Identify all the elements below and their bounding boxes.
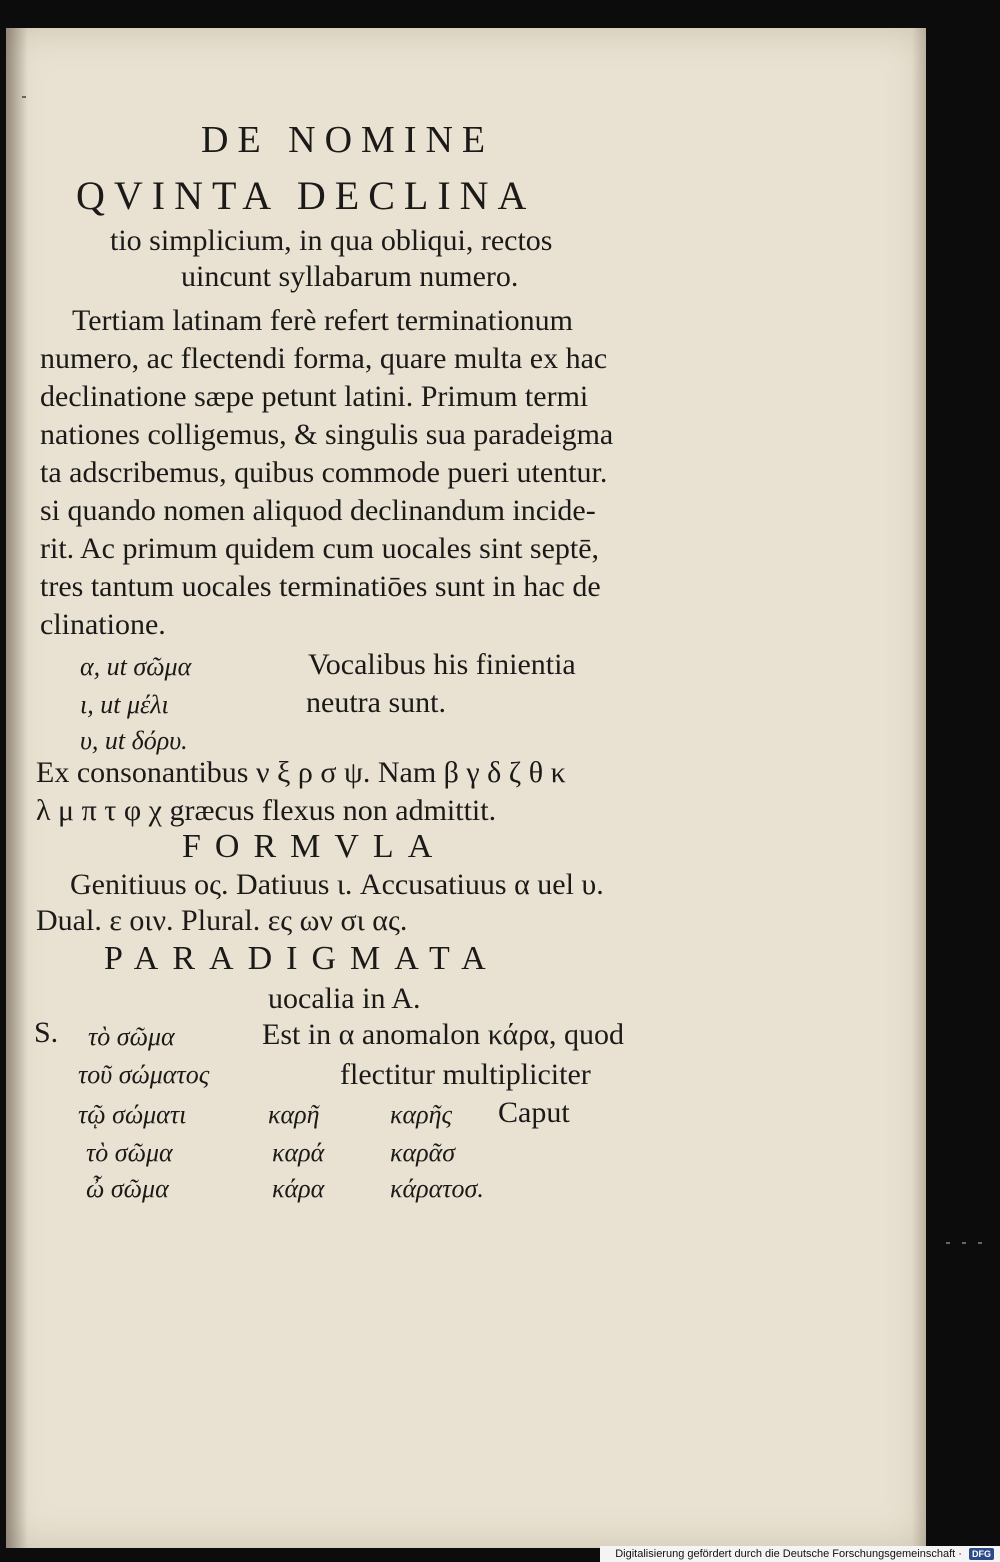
subtitle-line2: uincunt syllabarum numero. <box>181 260 519 293</box>
body-line: declinatione sæpe petunt latini. Primum termi <box>40 380 589 413</box>
vowel-note: neutra sunt. <box>306 686 446 719</box>
paradigm-form: καρῆς <box>390 1100 453 1129</box>
paradigm-case: ὦ σῶμα <box>86 1174 169 1203</box>
dfg-logo: DFG <box>969 1548 994 1560</box>
vowel-example: ι, ut μέλι <box>80 690 169 719</box>
digitization-footer: Digitalisierung gefördert durch die Deutsche Forschungsgemeinschaft · DFG <box>600 1546 1000 1562</box>
paradigm-form: κάρατοσ. <box>390 1174 484 1203</box>
paradigm-case: τὸ σῶμα <box>88 1022 175 1051</box>
consonant-line: Ex consonantibus ν ξ ρ σ ψ. Nam β γ δ ζ θ κ <box>36 756 566 789</box>
paradigm-form: καρά <box>272 1138 325 1167</box>
paradigm-form: καρῆ <box>268 1100 320 1129</box>
body-line: rit. Ac primum quidem cum uocales sint septē, <box>40 532 600 565</box>
body-line: ta adscribemus, quibus commode pueri utentur. <box>40 456 608 489</box>
spine-shadow <box>6 28 28 1548</box>
vowel-example: α, ut σῶμα <box>80 652 192 681</box>
vowel-example: υ, ut δόρυ. <box>80 726 188 755</box>
page-title-line1: DE NOMINE <box>201 119 495 161</box>
body-line: nationes colligemus, & singulis sua paradeigma <box>40 418 614 451</box>
scan-speck <box>978 1242 982 1244</box>
paradigmata-subheading: uocalia in A. <box>268 982 421 1015</box>
anomalon-note-line1: Est in α anomalon κάρα, quod <box>262 1018 624 1051</box>
footer-text: Digitalisierung gefördert durch die Deutsche Forschungsgemeinschaft <box>615 1548 956 1560</box>
subtitle-line1: tio simplicium, in qua obliqui, rectos <box>110 224 553 257</box>
page-edge-shadow <box>912 28 926 1548</box>
paradigm-form: καρᾶσ <box>390 1138 456 1167</box>
paradigm-case: τοῦ σώματος <box>78 1060 210 1089</box>
page-title-line2: QVINTA DECLINA <box>76 173 536 218</box>
body-line: si quando nomen aliquod declinandum incide- <box>40 494 596 527</box>
vowel-note: Vocalibus his finientia <box>308 648 576 681</box>
book-page <box>6 28 926 1548</box>
paradigm-form: κάρα <box>272 1174 325 1203</box>
paradigm-case: τὸ σῶμα <box>86 1138 173 1167</box>
scan-speck <box>22 96 26 98</box>
body-line: numero, ac flectendi forma, quare multa ex hac <box>40 342 608 375</box>
paradigm-case: τῷ σώματι <box>78 1100 187 1129</box>
scan-speck <box>946 1242 950 1244</box>
paradigm-gloss: Caput <box>498 1096 570 1129</box>
formula-line2: Dual. ε οιν. Plural. ες ων σι ας. <box>36 904 408 937</box>
consonant-line: λ μ π τ φ χ græcus flexus non admittit. <box>36 794 497 827</box>
body-line: clinatione. <box>40 608 166 641</box>
singular-marker: S. <box>34 1016 59 1049</box>
formula-heading: FORMVLA <box>182 828 447 865</box>
paradigmata-heading: PARADIGMATA <box>104 940 500 977</box>
anomalon-note-line2: flectitur multipliciter <box>340 1058 591 1091</box>
formula-line1: Genitiuus ος. Datiuus ι. Accusatiuus α uel υ. <box>70 868 604 901</box>
body-line: tres tantum uocales terminatiōes sunt in hac de <box>40 570 601 603</box>
body-line: Tertiam latinam ferè refert terminationum <box>72 304 574 337</box>
scan-speck <box>962 1242 966 1244</box>
